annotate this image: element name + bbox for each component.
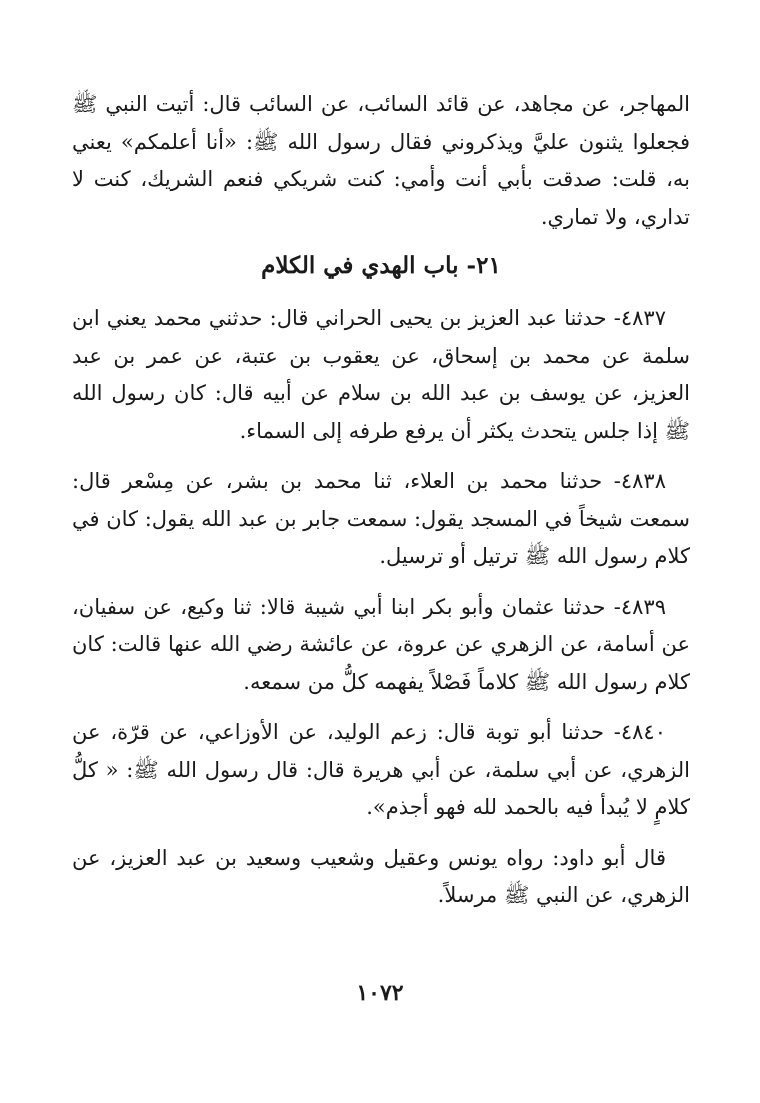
page-body [72,86,690,928]
hadith-4838: ٤٨٣٨- حدثنا محمد بن العلاء، ثنا محمد بن بشر، عن مِسْعر قال: سمعت شيخاً في المسجد يقول: سمعت جابر بن عبد الله يقول: كان في كلام رسول الله ﷺ ترتيل أو ترسيل. [72,469,690,568]
intro-paragraph: المهاجر، عن مجاهد، عن قائد السائب، عن السائب قال: أتيت النبي ﷺ فجعلوا يثنون عليَّ ويذكروني فقال رسول الله ﷺ: «أنا أعلمكم» يعني به، قلت: صدقت بأبي أنت وأمي: كنت شريكي فنعم الشريك، كنت لا تداري، ولا تماري. [72,92,690,229]
page-number: ١٠٧٢ [356,980,404,1006]
hadith-4837: ٤٨٣٧- حدثنا عبد العزيز بن يحيى الحراني قال: حدثني محمد يعني ابن سلمة عن محمد بن إسحاق، عن يعقوب بن عتبة، عن عمر بن عبد العزيز، عن يوسف بن عبد الله بن سلام عن أبيه قال: كان رسول الله ﷺ إذا جلس يتحدث يكثر أن يرفع طرفه إلى السماء. [72,306,690,443]
abu-dawud-note: قال أبو داود: رواه يونس وعقيل وشعيب وسعيد بن عبد العزيز، عن الزهري، عن النبي ﷺ مرسلاً. [72,845,690,907]
chapter-heading: ٢١- باب الهدي في الكلام [261,252,501,279]
hadith-4839: ٤٨٣٩- حدثنا عثمان وأبو بكر ابنا أبي شيبة قالا: ثنا وكيع، عن سفيان، عن أسامة، عن الزهري عن عروة، عن عائشة رضي الله عنها قالت: كان كلام رسول الله ﷺ كلاماً فَصْلاً يفهمه كلُّ من سمعه. [72,594,690,694]
hadith-4840: ٤٨٤٠- حدثنا أبو توبة قال: زعم الوليد، عن الأوزاعي، عن قرّة، عن الزهري، عن أبي سلمة، عن أبي هريرة قال: قال رسول الله ﷺ: « كلُّ كلامٍ لا يُبدأ فيه بالحمد لله فهو أجذم». [72,720,690,819]
